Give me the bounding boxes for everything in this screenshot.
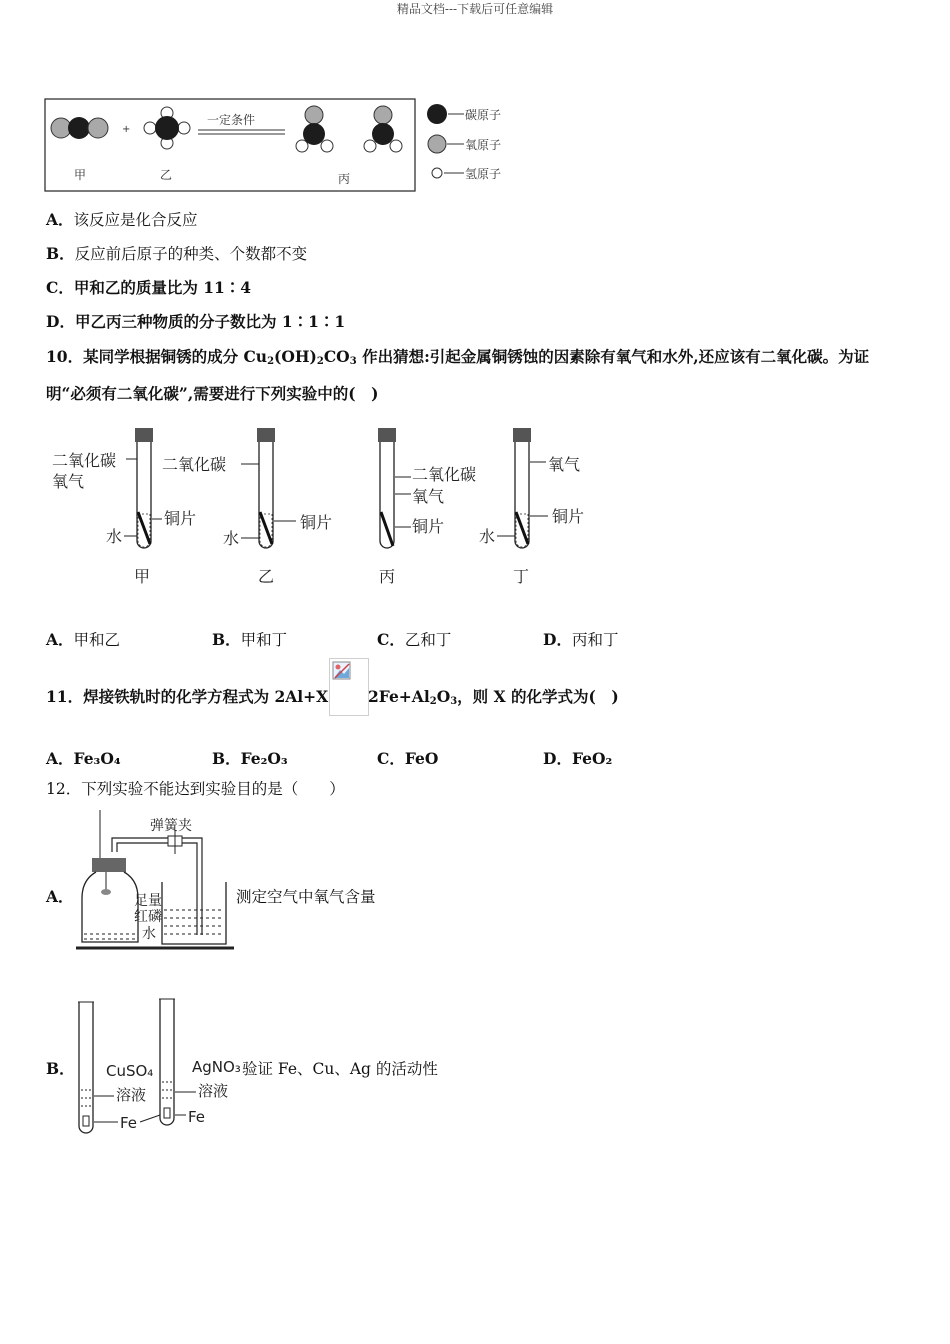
test-tubes-figure: [46, 424, 606, 594]
jia-copper-label: 铜片: [164, 509, 197, 528]
q10-option-a: A．甲和乙: [46, 630, 121, 649]
q12-option-b-letter: B．: [46, 1059, 75, 1078]
bing-copper-label: 铜片: [412, 517, 445, 536]
q11-option-c: C．FeO: [377, 749, 439, 768]
q9-option-d: D．甲乙丙三种物质的分子数比为 1∶1∶1: [46, 312, 346, 331]
q11-option-b: B．Fe₂O₃: [212, 749, 288, 768]
sufficient-label: 足量: [134, 893, 162, 909]
metal-activity-apparatus: [72, 996, 247, 1138]
q10-option-d: D．丙和丁: [543, 630, 619, 649]
yi-copper-label: 铜片: [300, 513, 333, 532]
ding-copper-label: 铜片: [552, 507, 585, 526]
water-label: 水: [142, 926, 156, 942]
jia-co2-label: 二氧化碳: [52, 451, 117, 470]
legend-hydrogen: 氢原子: [465, 167, 502, 181]
legend-carbon: 碳原子: [465, 108, 502, 122]
q12-option-a-letter: A．: [46, 887, 74, 906]
yi-tube-label: 乙: [258, 567, 275, 586]
ding-o2-label: 氧气: [548, 455, 581, 474]
oxygen-measurement-apparatus: [72, 810, 237, 958]
svg-text:+: +: [122, 124, 131, 135]
q11-option-a: A．Fe₃O₄: [46, 749, 121, 768]
label-bing: 丙: [338, 172, 351, 186]
ding-water-label: 水: [479, 527, 496, 546]
yi-water-label: 水: [223, 529, 240, 548]
q10-stem-line2: 明“必须有二氧化碳”,需要进行下列实验中的( ): [46, 384, 379, 403]
agno3-solution-label: 溶液: [198, 1082, 229, 1100]
q10-option-b: B．甲和丁: [212, 630, 288, 649]
jia-tube-label: 甲: [134, 567, 151, 586]
q9-option-c: C．甲和乙的质量比为 11∶4: [46, 278, 252, 297]
q11-option-d: D．FeO₂: [543, 749, 613, 768]
q11-stem-right: $2Fe+Al_2O_3$，则 X 的化学式为( ): [368, 687, 619, 707]
ding-tube-label: 丁: [513, 567, 530, 586]
jia-water-label: 水: [106, 527, 123, 546]
q12-option-a-text: 测定空气中氧气含量: [236, 888, 376, 906]
bing-tube-label: 丙: [379, 567, 396, 586]
clamp-label: 弹簧夹: [150, 818, 192, 834]
q10-stem-line1: 10．某同学根据铜锈的成分 $Cu_2(OH)_2CO_3$ 作出猜想:引起金属铜锈蚀的因素除有氧气和水外,还应该有二氧化碳。为证: [46, 347, 870, 367]
jia-o2-label: 氧气: [52, 472, 85, 491]
q11-stem: 11．焊接铁轨时的化学方程式为 2Al+X: [46, 687, 329, 706]
bing-o2-label: 氧气: [412, 487, 445, 506]
label-yi: 乙: [160, 168, 173, 182]
fe-label-2: Fe: [188, 1108, 206, 1126]
cuso4-label: CuSO₄: [106, 1062, 154, 1080]
yi-co2-label: 二氧化碳: [162, 455, 227, 474]
legend-oxygen: 氧原子: [465, 138, 502, 152]
label-jia: 甲: [74, 168, 87, 182]
reaction-diagram: [40, 96, 520, 196]
q9-option-b: B．反应前后原子的种类、个数都不变: [46, 244, 308, 263]
page-header: 精品文档---下载后可任意编辑: [396, 2, 554, 16]
q12-option-b-text: 验证 Fe、Cu、Ag 的活动性: [242, 1060, 438, 1078]
agno3-label: AgNO₃: [192, 1058, 241, 1076]
q10-option-c: C．乙和丁: [377, 630, 452, 649]
broken-image-icon: [329, 658, 369, 716]
cuso4-solution-label: 溶液: [116, 1086, 147, 1104]
q12-stem: 12．下列实验不能达到实验目的是（ ）: [46, 780, 345, 798]
q9-option-a: A．该反应是化合反应: [46, 210, 198, 229]
condition-label: 一定条件: [207, 113, 256, 127]
bing-co2-label: 二氧化碳: [412, 465, 477, 484]
fe-label-1: Fe: [120, 1114, 138, 1132]
red-phosphorus-label: 红磷: [134, 909, 162, 925]
